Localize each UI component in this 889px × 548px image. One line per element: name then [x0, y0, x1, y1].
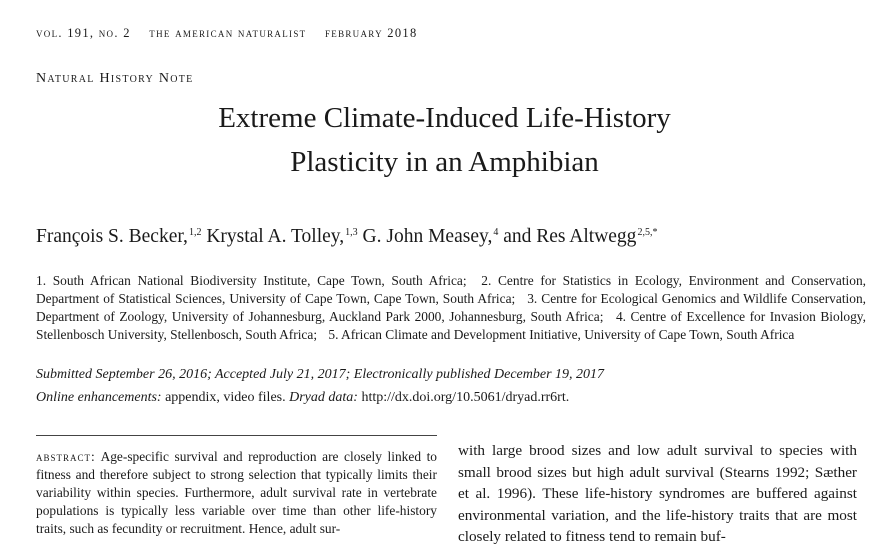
abstract-divider: [36, 435, 437, 436]
author: François S. Becker,$^{1,2}$: [36, 226, 202, 247]
body-column-2: with large brood sizes and low adult survival to species with small brood sizes but high adult survival (Stearns 1992; Sæther et al. 1996). These life-history syndromes are buffered against environmental variation, and the life-history traits that are most closely related to fitness tend to remain buf-: [458, 442, 857, 545]
title-line-1: Extreme Climate-Induced Life-History: [218, 102, 671, 134]
author: and Res Altwegg$^{2,5,*}$: [503, 226, 658, 247]
volume-issue: vol. 191, no. 2: [36, 26, 131, 40]
publication-dates: Submitted September 26, 2016; Accepted July 21, 2017; Electronically published December 19, 2017: [36, 367, 605, 382]
affiliation-4: 4. Centre of Excellence for Invasion Biology, Stellenbosch University, Stellenbosch, South Africa;: [36, 309, 866, 342]
issue-date: february 2018: [324, 26, 418, 40]
abstract-text: Age-specific survival and reproduction are closely linked to fitness and therefore subject to strong selection that typically limits their variability within species. Furthermore, adult survival rate in vertebrate populations is typically less variable over time than other life-history traits, such as fecundity or recruitment. Hence, adult sur-: [36, 449, 437, 536]
dryad-link[interactable]: http://dx.doi.org/10.5061/dryad.rr6rt.: [357, 390, 570, 405]
online-label: Online enhancements:: [36, 390, 162, 405]
article-title: [0, 96, 889, 184]
dryad-label: Dryad data:: [289, 390, 358, 405]
affiliation-1: 1. South African National Biodiversity Institute, Cape Town, South Africa;: [36, 273, 467, 288]
online-enhancements: [36, 390, 569, 406]
abstract-label: abstract:: [36, 449, 96, 464]
author-list: [36, 226, 657, 248]
affiliation-3: 3. Centre for Ecological Genomics and Wildlife Conservation, Department of Zoology, University of Johannesburg, Auckland Park 2000, Johannesburg, South Africa;: [36, 291, 866, 324]
journal-name: the american naturalist: [149, 26, 307, 40]
title-line-2: Plasticity in an Amphibian: [290, 146, 599, 178]
affiliations: [36, 272, 866, 344]
abstract: [36, 448, 437, 538]
running-header: [36, 26, 432, 41]
author: G. John Measey,$^4$: [362, 226, 499, 247]
section-label: Natural History Note: [36, 71, 194, 86]
author: Krystal A. Tolley,$^{1,3}$: [206, 226, 358, 247]
affiliation-2: 2. Centre for Statistics in Ecology, Environment and Conservation, Department of Statistical Sciences, University of Cape Town, Cape Town, South Africa;: [36, 273, 867, 306]
affiliation-5: 5. African Climate and Development Initiative, University of Cape Town, South Africa: [328, 327, 795, 342]
online-text: appendix, video files.: [161, 390, 290, 405]
